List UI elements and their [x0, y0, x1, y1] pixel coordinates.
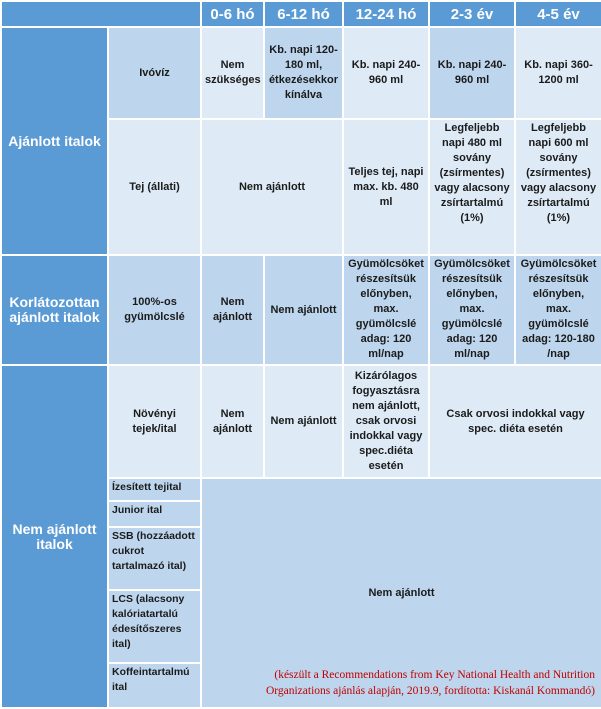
cell-others-not-recommended [201, 478, 601, 708]
drink-name-juice: 100%-os gyümölcslé [108, 255, 201, 365]
age-header-0-6: 0-6 hó [201, 1, 264, 27]
age-header-2-3: 2-3 év [429, 1, 515, 27]
drink-name-flavored-milk: Ízesített tejital [108, 478, 201, 501]
drink-name-water: Ivóvíz [108, 27, 201, 119]
cell-milk-2-3: Legfeljebb napi 480 ml sovány (zsírmentes) vagy alacsony zsírtartalmú (1%) [429, 119, 515, 255]
cell-water-4-5: Kb. napi 360-1200 ml [515, 27, 601, 119]
header-corner [1, 1, 201, 27]
cell-juice-4-5: Gyümölcsöket részesítsük előnyben, max. gyümölcslé adag: 120-180 /nap [515, 255, 601, 365]
category-recommended: Ajánlott italok [1, 27, 108, 255]
drink-name-milk: Tej (állati) [108, 119, 201, 255]
age-header-4-5: 4-5 év [515, 1, 601, 27]
row-plant-milk [1, 365, 601, 478]
age-header-6-12: 6-12 hó [264, 1, 343, 27]
header-row [1, 1, 601, 27]
cell-plant-2-5: Csak orvosi indokkal vagy spec. diéta esetén [429, 365, 601, 478]
source-footnote [266, 667, 595, 699]
cell-plant-6-12: Nem ajánlott [264, 365, 343, 478]
drink-name-ssb: SSB (hozzáadott cukrot tartalmazó ital) [108, 527, 201, 590]
cell-juice-0-6: Nem ajánlott [201, 255, 264, 365]
cell-water-12-24: Kb. napi 240-960 ml [343, 27, 429, 119]
cell-juice-6-12: Nem ajánlott [264, 255, 343, 365]
cell-water-2-3: Kb. napi 240-960 ml [429, 27, 515, 119]
cell-juice-2-3: Gyümölcsöket részesítsük előnyben, max. gyümölcslé adag: 120 ml/nap [429, 255, 515, 365]
drink-name-junior: Junior ital [108, 501, 201, 527]
row-water [1, 27, 601, 119]
cell-milk-4-5: Legfeljebb napi 600 ml sovány (zsírmentes) vagy alacsony zsírtartalmú (1%) [515, 119, 601, 255]
category-not-recommended: Nem ajánlott italok [1, 365, 108, 708]
footnote-line-2: Organizations ajánlás alapján, 2019.9, fordította: Kiskanál Kommandó) [265, 685, 595, 697]
category-limited: Korlátozottan ajánlott italok [1, 255, 108, 365]
row-juice [1, 255, 601, 365]
cell-milk-0-12: Nem ajánlott [201, 119, 343, 255]
drink-name-lcs: LCS (alacsony kalóriatartalú édesítőszeres ital) [108, 590, 201, 663]
cell-water-6-12: Kb. napi 120-180 ml, étkezésekkor kínálva [264, 27, 343, 119]
cell-milk-12-24: Teljes tej, napi max. kb. 480 ml [343, 119, 429, 255]
cell-plant-0-6: Nem ajánlott [201, 365, 264, 478]
cell-juice-12-24: Gyümölcsöket részesítsük előnyben, max. gyümölcslé adag: 120 ml/nap [343, 255, 429, 365]
drink-name-plant-milk: Növényi tejek/ital [108, 365, 201, 478]
cell-plant-12-24: Kizárólagos fogyasztásra nem ajánlott, csak orvosi indokkal vagy spec.diéta esetén [343, 365, 429, 478]
age-header-12-24: 12-24 hó [343, 1, 429, 27]
footnote-line-1: (készült a Recommendations from Key National Health and Nutrition [274, 669, 595, 681]
others-value: Nem ajánlott [368, 586, 435, 599]
cell-water-0-6: Nem szükséges [201, 27, 264, 119]
drink-name-caffeine: Koffeintartalmú ital [108, 663, 201, 708]
